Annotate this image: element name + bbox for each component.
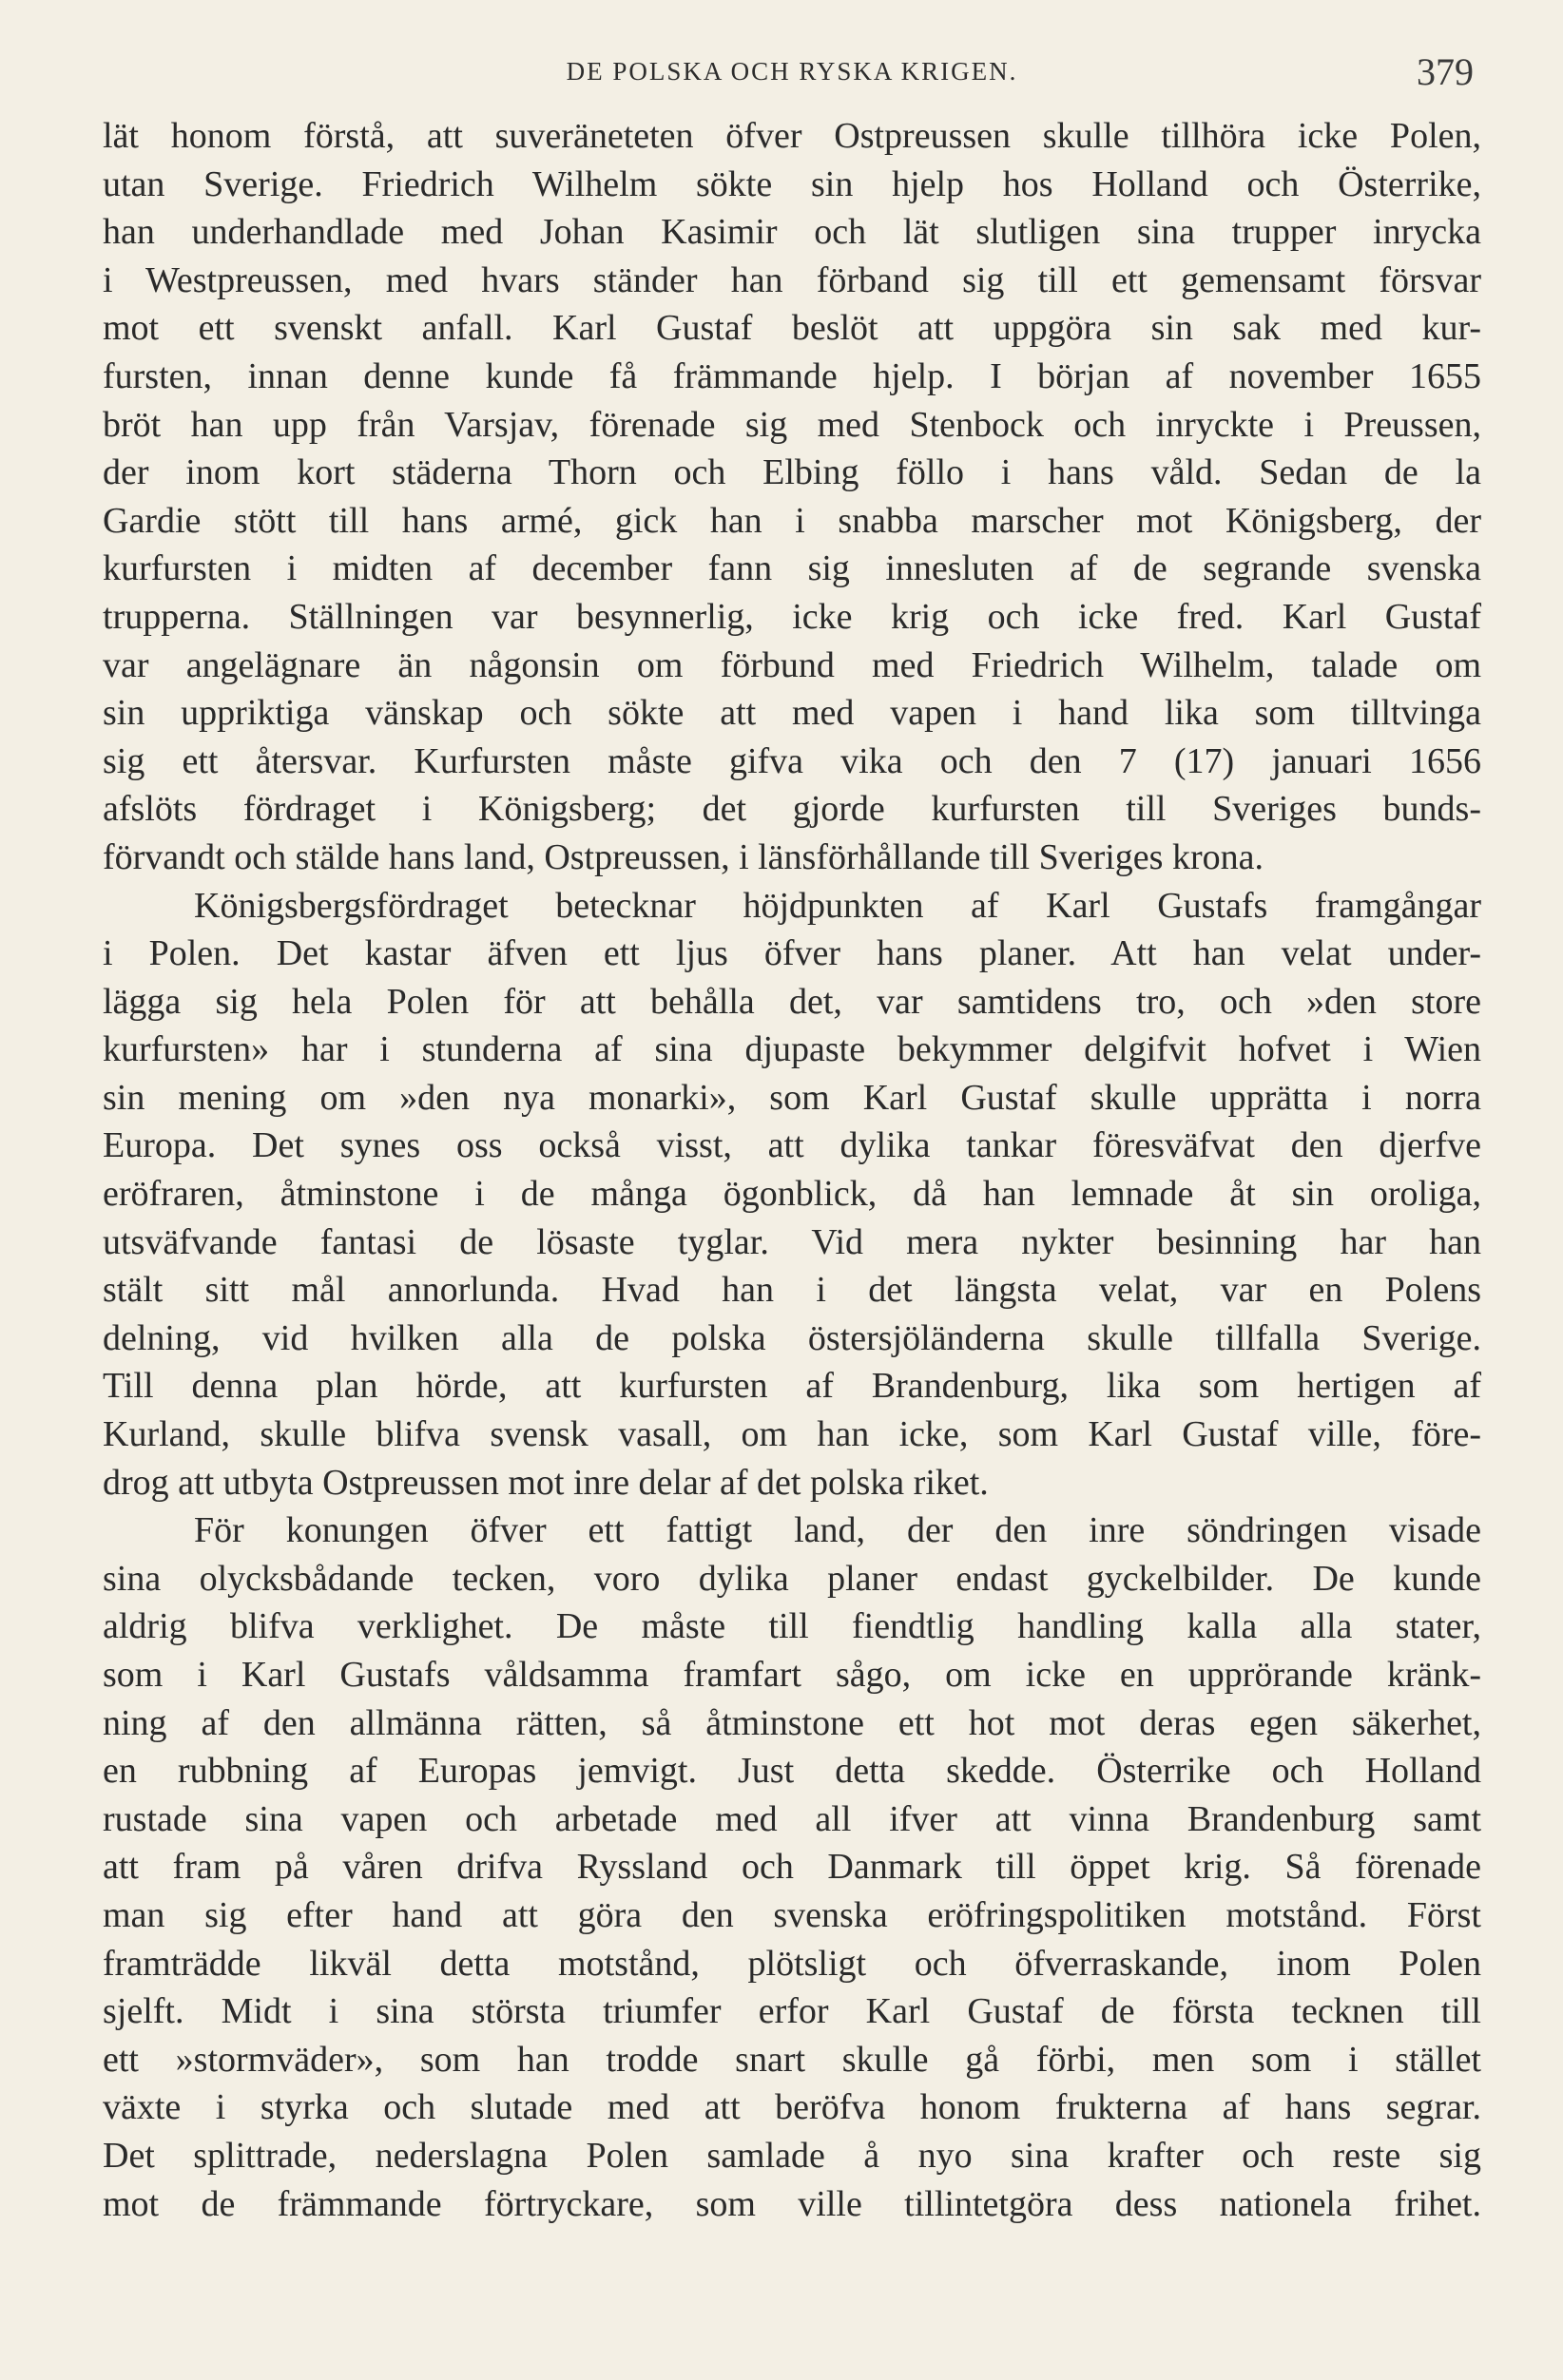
text-line: afslöts fördraget i Königsberg; det gjorde kurfursten till Sveriges bunds- bbox=[103, 789, 1481, 830]
text-line: Till denna plan hörde, att kurfursten af Brandenburg, lika som hertigen af bbox=[103, 1366, 1481, 1407]
text-line: i Polen. Det kastar äfven ett ljus öfver hans planer. Att han velat under- bbox=[103, 933, 1481, 974]
text-line: mot ett svenskt anfall. Karl Gustaf beslöt att uppgöra sin sak med kur- bbox=[103, 308, 1481, 349]
text-line: drog att utbyta Ostpreussen mot inre delar af det polska riket. bbox=[103, 1462, 989, 1503]
text-line: Det splittrade, nederslagna Polen samlade å nyo sina krafter och reste sig bbox=[103, 2135, 1481, 2176]
text-line: delning, vid hvilken alla de polska östersjöländerna skulle tillfalla Sverige. bbox=[103, 1317, 1481, 1358]
text-line: sig ett återsvar. Kurfursten måste gifva vika och den 7 (17) januari 1656 bbox=[103, 740, 1481, 781]
text-line: der inom kort städerna Thorn och Elbing föllo i hans våld. Sedan de la bbox=[103, 452, 1481, 493]
text-line: eröfraren, åtminstone i de många ögonblick, då han lemnade åt sin oroliga, bbox=[103, 1174, 1481, 1215]
page-header bbox=[103, 46, 1481, 105]
text-line: Gardie stött till hans armé, gick han i snabba marscher mot Königsberg, der bbox=[103, 500, 1481, 541]
book-page bbox=[103, 46, 1481, 2355]
text-line: aldrig blifva verklighet. De måste till fiendtlig handling kalla alla stater, bbox=[103, 1606, 1481, 1647]
text-line: Kurland, skulle blifva svensk vasall, om han icke, som Karl Gustaf ville, före- bbox=[103, 1414, 1481, 1455]
text-line: Königsbergsfördraget betecknar höjdpunkten af Karl Gustafs framgångar bbox=[194, 885, 1481, 926]
text-line: i Westpreussen, med hvars ständer han förband sig till ett gemensamt försvar bbox=[103, 259, 1481, 300]
text-line: sin mening om »den nya monarki», som Karl Gustaf skulle upprätta i norra bbox=[103, 1077, 1481, 1118]
text-line: ning af den allmänna rätten, så åtminstone ett hot mot deras egen säkerhet, bbox=[103, 1702, 1481, 1743]
text-line: kurfursten i midten af december fann sig innesluten af de segrande svenska bbox=[103, 548, 1481, 589]
text-line: mot de främmande förtryckare, som ville tillintetgöra dess nationela frihet. bbox=[103, 2183, 1481, 2224]
text-line: bröt han upp från Varsjav, förenade sig med Stenbock och inryckte i Preussen, bbox=[103, 404, 1481, 445]
text-line: fursten, innan denne kunde få främmande hjelp. I början af november 1655 bbox=[103, 355, 1481, 396]
text-line: sjelft. Midt i sina största triumfer erfor Karl Gustaf de första tecknen till bbox=[103, 1991, 1481, 2032]
text-line: man sig efter hand att göra den svenska eröfringspolitiken motstånd. Först bbox=[103, 1894, 1481, 1935]
text-line: sina olycksbådande tecken, voro dylika planer endast gyckelbilder. De kunde bbox=[103, 1558, 1481, 1599]
text-line: växte i styrka och slutade med att beröfva honom frukterna af hans segrar. bbox=[103, 2087, 1481, 2128]
text-line: kurfursten» har i stunderna af sina djupaste bekymmer delgifvit hofvet i Wien bbox=[103, 1029, 1481, 1070]
body-text bbox=[103, 112, 1481, 2228]
text-line: utsväfvande fantasi de lösaste tyglar. Vid mera nykter besinning har han bbox=[103, 1221, 1481, 1262]
text-line: förvandt och stälde hans land, Ostpreussen, i länsförhållande till Sveriges krona. bbox=[103, 836, 1264, 877]
text-line: att fram på våren drifva Ryssland och Danmark till öppet krig. Så förenade bbox=[103, 1847, 1481, 1888]
text-line: utan Sverige. Friedrich Wilhelm sökte sin hjelp hos Holland och Österrike, bbox=[103, 163, 1481, 204]
text-line: För konungen öfver ett fattigt land, der den inre söndringen visade bbox=[194, 1510, 1481, 1551]
text-line: ett »stormväder», som han trodde snart skulle gå förbi, men som i stället bbox=[103, 2039, 1481, 2080]
text-line: stält sitt mål annorlunda. Hvad han i det längsta velat, var en Polens bbox=[103, 1270, 1481, 1311]
text-line: en rubbning af Europas jemvigt. Just detta skedde. Österrike och Holland bbox=[103, 1751, 1481, 1792]
page-number: 379 bbox=[1417, 50, 1474, 93]
text-line: var angelägnare än någonsin om förbund med Friedrich Wilhelm, talade om bbox=[103, 644, 1481, 685]
text-line: han underhandlade med Johan Kasimir och lät slutligen sina trupper inrycka bbox=[103, 212, 1481, 253]
text-line: lägga sig hela Polen för att behålla det, var samtidens tro, och »den store bbox=[103, 981, 1481, 1022]
text-line: rustade sina vapen och arbetade med all ifver att vinna Brandenburg samt bbox=[103, 1798, 1481, 1839]
text-line: sin uppriktiga vänskap och sökte att med vapen i hand lika som tilltvinga bbox=[103, 693, 1481, 734]
text-line: lät honom förstå, att suveräneteten öfver Ostpreussen skulle tillhöra icke Polen, bbox=[103, 116, 1481, 156]
text-line: framträdde likväl detta motstånd, plötsligt och öfverraskande, inom Polen bbox=[103, 1943, 1481, 1984]
text-line: trupperna. Ställningen var besynnerlig, icke krig och icke fred. Karl Gustaf bbox=[103, 596, 1481, 637]
text-line: som i Karl Gustafs våldsamma framfart sågo, om icke en upprörande kränk- bbox=[103, 1655, 1481, 1695]
text-line: Europa. Det synes oss också visst, att dylika tankar föresväfvat den djerfve bbox=[103, 1125, 1481, 1166]
running-title: DE POLSKA OCH RYSKA KRIGEN. bbox=[566, 57, 1018, 86]
